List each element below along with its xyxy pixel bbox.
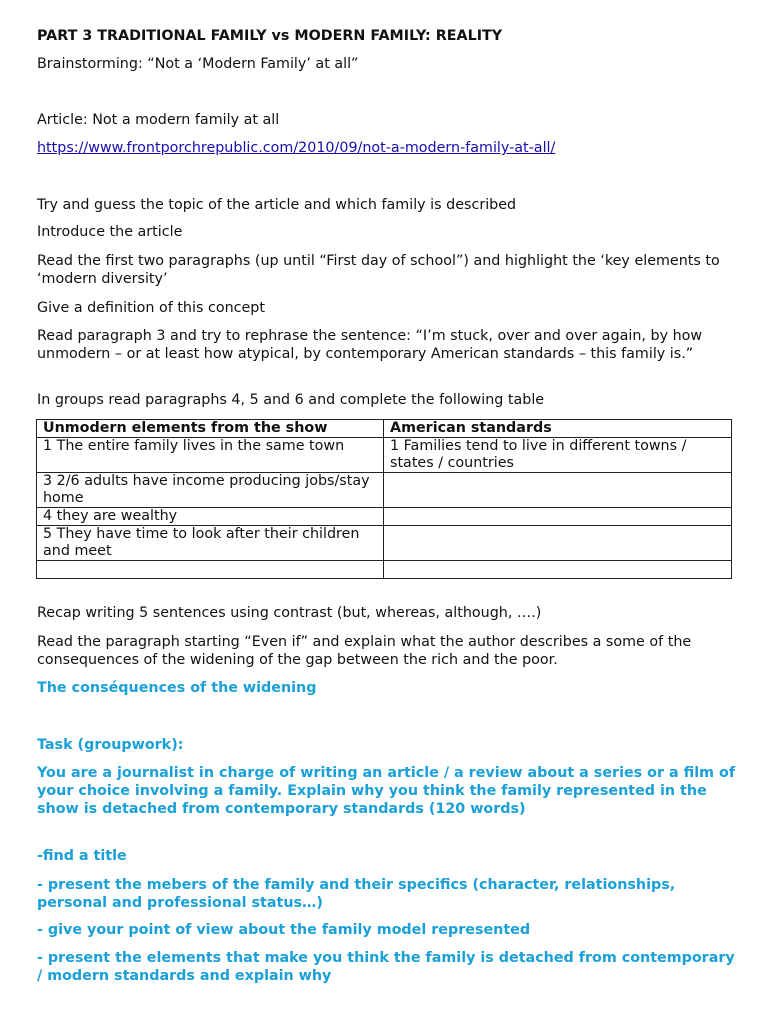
page-title: PART 3 TRADITIONAL FAMILY vs MODERN FAMILY: REALITY xyxy=(37,28,503,44)
recap-instruction: Recap writing 5 sentences using contrast (but, whereas, although, ….) xyxy=(37,605,542,621)
table-header-cell: American standards xyxy=(384,420,732,438)
table-cell[interactable]: 5 They have time to look after their children and meet xyxy=(37,526,384,561)
table-header-cell: Unmodern elements from the show xyxy=(37,420,384,438)
table-row xyxy=(37,473,732,508)
table-cell[interactable]: 1 Families tend to live in different towns / states / countries xyxy=(384,438,732,473)
task-body: You are a journalist in charge of writing an article / a review about a series or a film of your choice involving a family. Explain why you think the family represented in the show is detached from contemporary standards (120 words) xyxy=(37,765,736,817)
table-cell[interactable] xyxy=(37,561,384,579)
table-cell[interactable]: 4 they are wealthy xyxy=(37,508,384,526)
table-cell[interactable] xyxy=(384,508,732,526)
task-item-point-of-view: - give your point of view about the family model represented xyxy=(37,922,531,938)
consequences-heading: The conséquences of the widening xyxy=(37,680,317,696)
table-cell[interactable] xyxy=(384,473,732,508)
task-item-elements: - present the elements that make you think the family is detached from contemporary / modern standards and explain why xyxy=(37,950,735,984)
task-heading: Task (groupwork): xyxy=(37,737,184,753)
table-row xyxy=(37,561,732,579)
comparison-table xyxy=(36,419,732,579)
table-row xyxy=(37,508,732,526)
task-item-members: - present the mebers of the family and their specifics (character, relationships, personal and professional status…) xyxy=(37,877,676,911)
even-if-instruction: Read the paragraph starting “Even if” and explain what the author describes a some of the consequences of the widening of the gap between the rich and the poor. xyxy=(37,634,692,668)
article-link[interactable]: https://www.frontporchrepublic.com/2010/09/not-a-modern-family-at-all/ xyxy=(37,140,556,156)
table-cell[interactable] xyxy=(384,561,732,579)
table-cell[interactable]: 3 2/6 adults have income producing jobs/stay home xyxy=(37,473,384,508)
step-definition: Give a definition of this concept xyxy=(37,300,265,316)
step-read-paragraphs: Read the first two paragraphs (up until “First day of school”) and highlight the ‘key elements to ‘modern diversity’ xyxy=(37,253,720,287)
table-cell[interactable]: 1 The entire family lives in the same town xyxy=(37,438,384,473)
step-rephrase: Read paragraph 3 and try to rephrase the sentence: “I’m stuck, over and over again, by how unmodern – or at least how atypical, by contemporary American standards – this family is.” xyxy=(37,328,703,362)
table-header-row xyxy=(37,420,732,438)
table-row xyxy=(37,526,732,561)
step-guess-topic: Try and guess the topic of the article and which family is described xyxy=(37,197,517,213)
task-item-title: -find a title xyxy=(37,848,127,864)
table-cell[interactable] xyxy=(384,526,732,561)
brainstorming-line: Brainstorming: “Not a ‘Modern Family’ at all” xyxy=(37,56,359,72)
article-link-line xyxy=(37,139,737,157)
step-groups: In groups read paragraphs 4, 5 and 6 and complete the following table xyxy=(37,392,545,408)
step-introduce: Introduce the article xyxy=(37,224,183,240)
table-row xyxy=(37,438,732,473)
article-label: Article: Not a modern family at all xyxy=(37,112,280,128)
